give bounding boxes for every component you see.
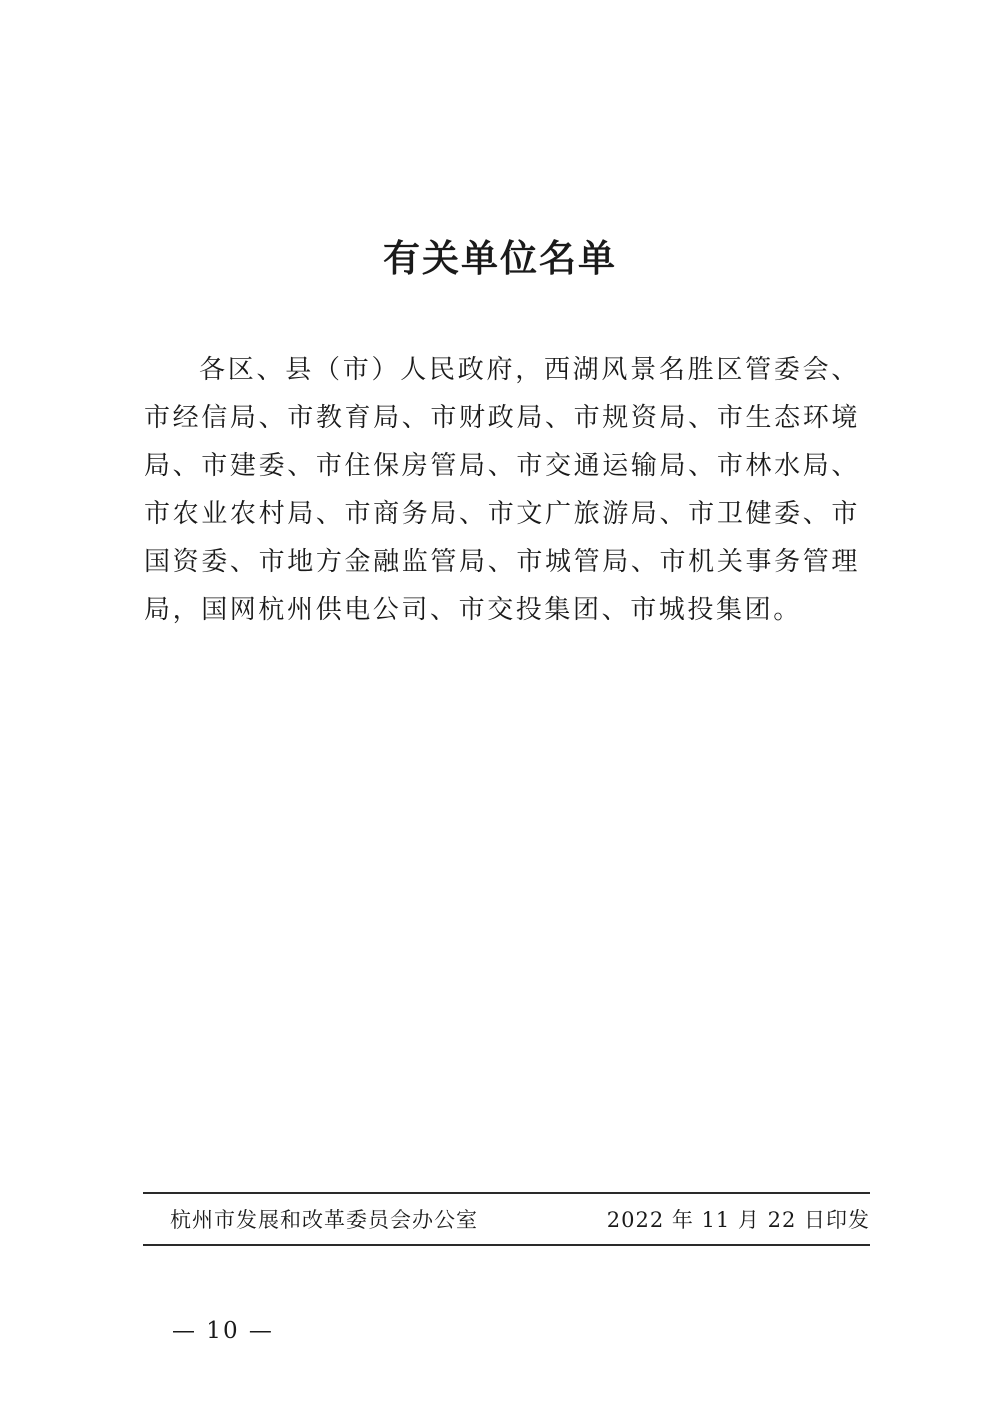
colophon-bottom-rule [143, 1244, 870, 1246]
colophon-issuer: 杭州市发展和改革委员会办公室 [170, 1208, 478, 1232]
colophon-top-rule [143, 1192, 870, 1194]
document-title: 有关单位名单 [383, 236, 617, 280]
colophon-print-date: 2022 年 11 月 22 日印发 [606, 1208, 870, 1232]
page-number: — 10 — [172, 1318, 274, 1344]
units-list-paragraph: 各区、县（市）人民政府，西湖风景名胜区管委会、市经信局、市教育局、市财政局、市规资局、市生态环境局、市建委、市住保房管局、市交通运输局、市林水局、市农业农村局、市商务局、市文广旅游局、市卫健委、市国资委、市地方金融监管局、市城管局、市机关事务管理局，国网杭州供电公司、市交投集团、市城投集团。 [144, 355, 860, 625]
